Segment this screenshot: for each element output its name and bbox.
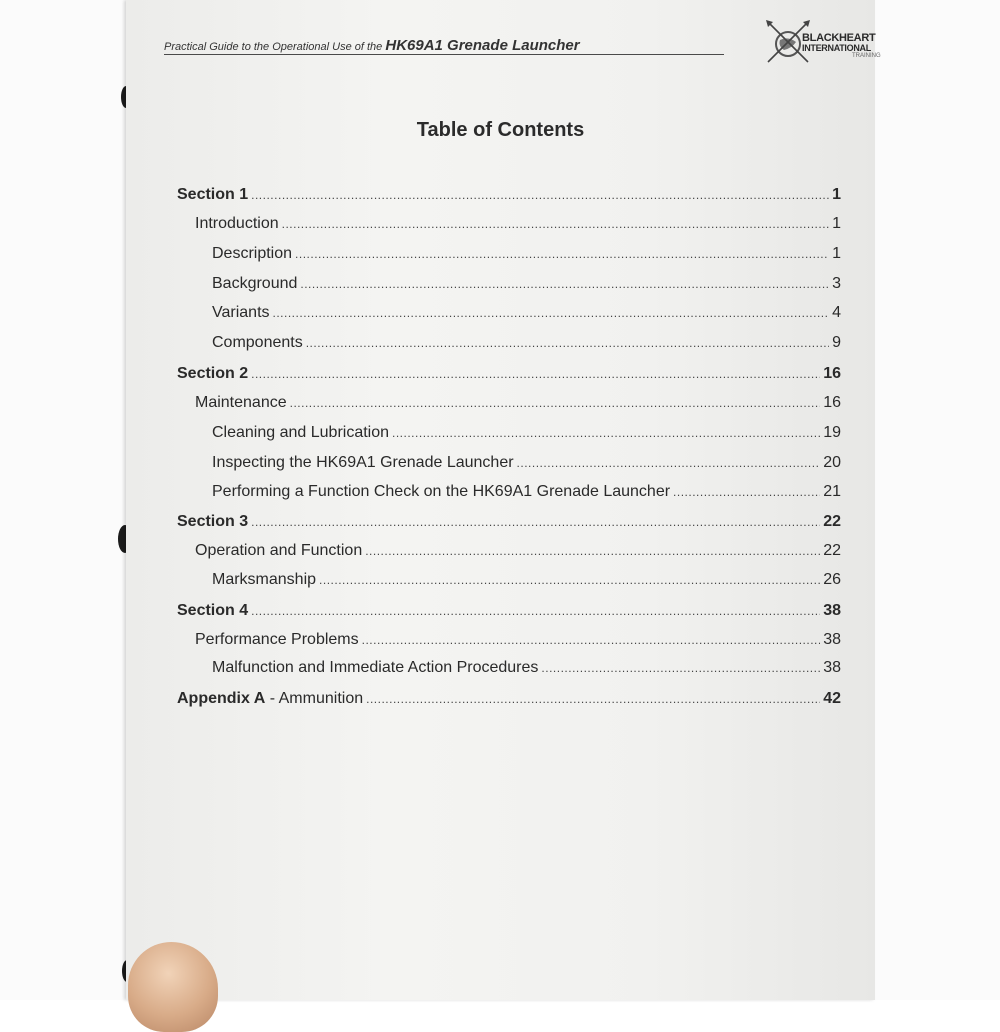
toc-entry-operation-and-function: [195, 542, 841, 564]
toc-leader: [290, 396, 821, 410]
document-page: [126, 0, 881, 1000]
toc-label: Background: [212, 275, 298, 292]
toc-label: Maintenance: [195, 394, 287, 411]
toc-entry-introduction: [195, 215, 841, 237]
toc-page: 1: [832, 186, 841, 203]
blackheart-logo: [764, 18, 898, 64]
toc-label: Section 2: [177, 365, 249, 382]
toc-page: 16: [823, 365, 841, 382]
thumb: [128, 942, 218, 1032]
toc-page: 21: [823, 483, 841, 500]
toc-page: 19: [823, 424, 841, 441]
toc-entry-marksmanship: [212, 571, 841, 593]
logo-line-3: TRAINING: [852, 53, 881, 59]
toc-entry-function-check: [212, 483, 841, 505]
toc-entry-appendix-a: [177, 690, 841, 712]
toc-entry-cleaning-and-lubrication: [212, 424, 841, 446]
toc-label: Description: [212, 245, 293, 262]
toc-page: 22: [823, 542, 841, 559]
toc-page: 20: [823, 454, 841, 471]
toc-page: 1: [832, 245, 841, 262]
toc-leader: [517, 456, 821, 470]
toc-leader: [319, 573, 820, 587]
toc-leader: [392, 426, 820, 440]
toc-leader: [366, 692, 820, 706]
toc-label: Marksmanship: [212, 571, 317, 588]
toc-entry-inspecting: [212, 454, 841, 476]
toc-entry-performance-problems: [195, 631, 841, 653]
toc-page: 22: [823, 513, 841, 530]
toc-leader: [673, 485, 820, 499]
toc-label: Performing a Function Check on the HK69A1 Grenade Launcher: [212, 483, 671, 500]
toc-page: 38: [823, 631, 841, 648]
toc-label: Section 1: [177, 186, 249, 203]
toc-leader: [541, 661, 820, 675]
toc-page: 42: [823, 690, 841, 707]
toc-leader: [300, 277, 829, 291]
toc-page: 4: [832, 304, 841, 321]
header-prefix: Practical Guide to the Operational Use of the: [164, 41, 383, 53]
toc-page: 1: [832, 215, 841, 232]
toc-entry-description: [212, 245, 841, 267]
toc-label: Performance Problems: [195, 631, 359, 648]
toc-label: Inspecting the HK69A1 Grenade Launcher: [212, 454, 514, 471]
header-rule: [164, 54, 724, 55]
toc-leader: [251, 367, 820, 381]
toc-entry-section-4: [177, 602, 841, 624]
toc-label: [177, 690, 363, 708]
toc-leader: [282, 217, 829, 231]
toc-entry-section-2: [177, 365, 841, 387]
header-title: HK69A1 Grenade Launcher: [385, 37, 580, 54]
toc-leader: [251, 604, 820, 618]
toc-entry-malfunction: [212, 659, 841, 681]
toc-page: 3: [832, 275, 841, 292]
toc-leader: [362, 633, 821, 647]
page-title: Table of Contents: [416, 119, 585, 141]
toc-page: 16: [823, 394, 841, 411]
toc-leader: [273, 306, 830, 320]
toc-label: Operation and Function: [195, 542, 363, 559]
toc-label: Components: [212, 334, 303, 351]
logo-line-2: INTERNATIONAL: [802, 43, 871, 53]
appendix-sublabel: - Ammunition: [265, 690, 364, 707]
toc-leader: [365, 544, 820, 558]
toc-label: Section 3: [177, 513, 249, 530]
toc-leader: [251, 188, 829, 202]
toc-entry-maintenance: [195, 394, 841, 416]
toc-leader: [251, 515, 820, 529]
toc-entry-background: [212, 275, 841, 297]
logo-line-1: BLACKHEART: [802, 32, 876, 44]
toc-label: Section 4: [177, 602, 249, 619]
toc-entry-section-3: [177, 513, 841, 535]
toc-page: 38: [823, 659, 841, 676]
header-text: [164, 37, 580, 54]
appendix-label: Appendix A: [177, 690, 266, 707]
toc-entry-variants: [212, 304, 841, 326]
page-header: [164, 18, 881, 66]
toc-page: 9: [832, 334, 841, 351]
toc-leader: [306, 336, 829, 350]
toc-entry-components: [212, 334, 841, 356]
toc-label: Variants: [212, 304, 270, 321]
toc-page: 26: [823, 571, 841, 588]
toc-label: Introduction: [195, 215, 279, 232]
toc-label: Cleaning and Lubrication: [212, 424, 390, 441]
toc-page: 38: [823, 602, 841, 619]
toc-entry-section-1: [177, 186, 841, 208]
toc-leader: [295, 247, 829, 261]
toc-label: Malfunction and Immediate Action Procedures: [212, 659, 539, 676]
